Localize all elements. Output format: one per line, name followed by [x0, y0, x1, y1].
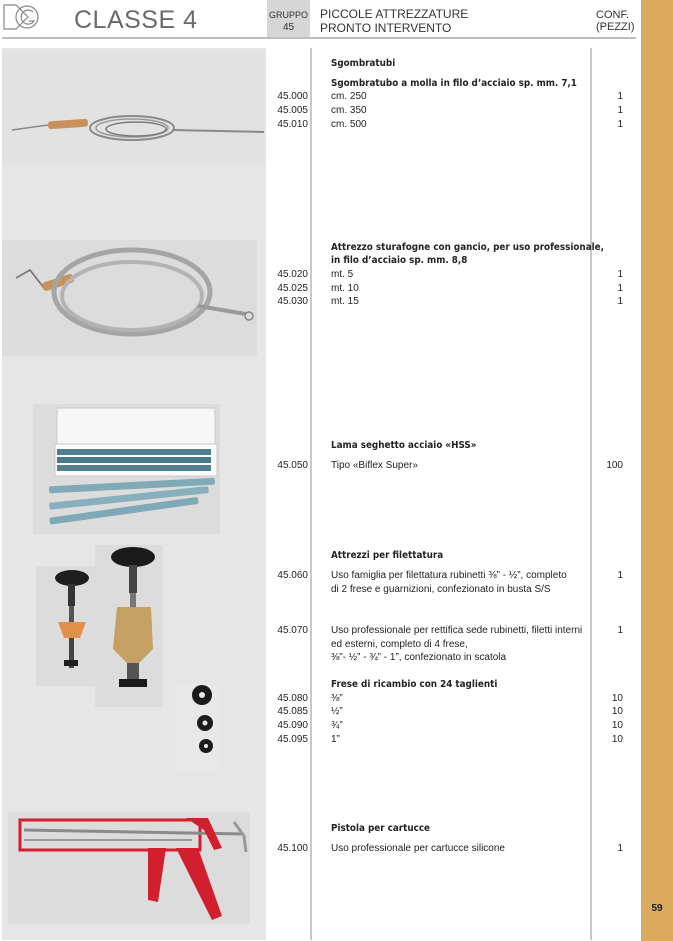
column-divider — [590, 48, 592, 940]
item-qty: 1 — [617, 296, 623, 307]
caulking-gun-image — [8, 812, 250, 924]
item-qty: 1 — [617, 843, 623, 854]
column-divider — [310, 48, 312, 940]
item-qty: 10 — [611, 706, 623, 717]
item-qty: 1 — [617, 283, 623, 294]
item-desc: di 2 frese e guarnizioni, confezionato in busta S/S — [331, 584, 551, 595]
section-heading: in filo d’acciaio sp. mm. 8,8 — [331, 255, 468, 266]
sewer-tool-image — [2, 240, 257, 356]
item-code: 45.020 — [277, 269, 308, 280]
accent-strip — [641, 0, 673, 941]
item-desc: ⅜”- ½” - ¾” - 1”, confezionato in scatola — [331, 652, 507, 663]
saw-blades-image — [33, 404, 220, 534]
section-heading: Pistola per cartucce — [331, 823, 431, 834]
item-qty: 10 — [611, 720, 623, 731]
code-column — [267, 48, 310, 940]
item-qty: 1 — [617, 625, 623, 636]
item-desc: ¾” — [331, 720, 343, 731]
item-desc: 1” — [331, 734, 340, 745]
item-desc: mt. 5 — [331, 269, 354, 280]
item-qty: 100 — [606, 460, 623, 471]
item-desc: mt. 15 — [331, 296, 359, 307]
header-divider — [2, 37, 636, 39]
item-code: 45.005 — [277, 105, 308, 116]
item-code: 45.095 — [277, 734, 308, 745]
section-heading: Lama seghetto acciaio «HSS» — [331, 440, 477, 451]
drain-snake-image — [2, 52, 266, 164]
item-desc: ed esterni, completo di 4 frese, — [331, 639, 468, 650]
brand-logo — [2, 3, 42, 31]
threading-tool-large-image — [95, 545, 163, 707]
section-heading: Sgombratubi — [331, 58, 396, 69]
item-code: 45.060 — [277, 570, 308, 581]
item-code: 45.010 — [277, 119, 308, 130]
item-desc: Uso professionale per cartucce silicone — [331, 843, 505, 854]
item-desc: mt. 10 — [331, 283, 359, 294]
section-title-line1: PICCOLE ATTREZZATURE — [320, 7, 469, 21]
conf-label-line2: (PEZZI) — [596, 21, 635, 33]
item-desc: cm. 250 — [331, 91, 367, 102]
conf-label-line1: CONF. — [596, 9, 629, 21]
item-qty: 1 — [617, 570, 623, 581]
item-qty: 1 — [617, 91, 623, 102]
section-title-line2: PRONTO INTERVENTO — [320, 21, 452, 35]
item-code: 45.090 — [277, 720, 308, 731]
item-code: 45.050 — [277, 460, 308, 471]
item-desc: cm. 350 — [331, 105, 367, 116]
item-desc: Uso professionale per rettifica sede rubinetti, filetti interni — [331, 625, 583, 636]
item-code: 45.080 — [277, 693, 308, 704]
item-qty: 1 — [617, 269, 623, 280]
item-desc: Tipo «Biflex Super» — [331, 460, 418, 471]
section-heading: Attrezzo sturafogne con gancio, per uso professionale, — [331, 242, 604, 253]
class-title: CLASSE 4 — [74, 6, 198, 34]
item-desc: ½” — [331, 706, 343, 717]
item-code: 45.070 — [277, 625, 308, 636]
item-desc: cm. 500 — [331, 119, 367, 130]
section-heading: Attrezzi per filettatura — [331, 550, 444, 561]
gruppo-label: GRUPPO — [268, 10, 308, 20]
page-number: 59 — [651, 903, 663, 914]
item-qty: 10 — [611, 693, 623, 704]
item-code: 45.025 — [277, 283, 308, 294]
item-code: 45.100 — [277, 843, 308, 854]
item-qty: 10 — [611, 734, 623, 745]
spare-cutters-image — [175, 683, 219, 773]
section-subheading: Frese di ricambio con 24 taglienti — [331, 679, 498, 690]
threading-tool-small-image — [36, 566, 96, 686]
item-qty: 1 — [617, 119, 623, 130]
item-code: 45.085 — [277, 706, 308, 717]
gruppo-number: 45 — [282, 22, 295, 33]
item-desc: Uso famiglia per filettatura rubinetti ⅜” - ½”, completo — [331, 570, 567, 581]
item-code: 45.030 — [277, 296, 308, 307]
item-desc: ⅜” — [331, 693, 343, 704]
section-subheading: Sgombratubo a molla in filo d’acciaio sp. mm. 7,1 — [331, 78, 577, 89]
item-code: 45.000 — [277, 91, 308, 102]
item-qty: 1 — [617, 105, 623, 116]
